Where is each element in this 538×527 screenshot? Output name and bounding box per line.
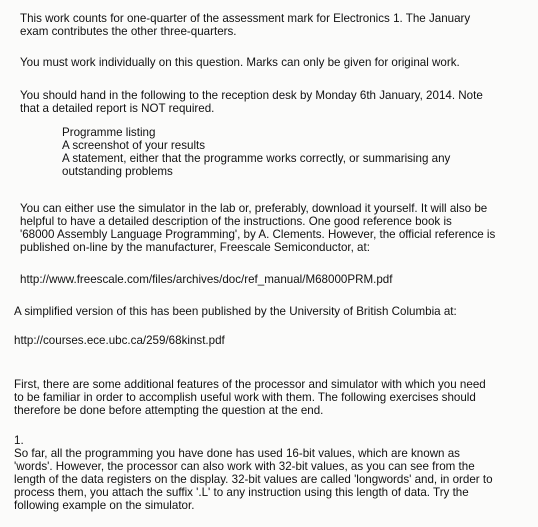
paragraph-additional-features-line-1: First, there are some additional features of the processor and simulator with which you need xyxy=(14,378,486,391)
paragraph-simulator-line-1: You can either use the simulator in the lab or, preferably, download it yourself. It will also be xyxy=(20,202,488,215)
paragraph-longwords-line-1: So far, all the programming you have done has used 16-bit values, which are known as xyxy=(14,447,460,460)
paragraph-simulator-line-2: helpful to have a detailed description of the instructions. One good reference book is xyxy=(20,215,452,228)
paragraph-hand-in-line-1: You should hand in the following to the reception desk by Monday 6th January, 2014. Note xyxy=(20,89,483,102)
paragraph-hand-in-line-2: that a detailed report is NOT required. xyxy=(20,102,215,115)
paragraph-simplified-version: A simplified version of this has been published by the University of British Columbia at: xyxy=(14,305,457,318)
list-item-screenshot: A screenshot of your results xyxy=(62,139,206,152)
paragraph-longwords-line-3: length of the data registers on the display. 32-bit values are called 'longwords' and, in order to xyxy=(14,473,493,486)
list-item-programme-listing: Programme listing xyxy=(62,126,156,139)
paragraph-longwords-line-4: process them, you attach the suffix '.L' to any instruction using this length of data. Try the xyxy=(14,486,469,499)
url-ubc-instructions: http://courses.ece.ubc.ca/259/68kinst.pdf xyxy=(14,334,225,347)
paragraph-simulator-line-4: published on-line by the manufacturer, Freescale Semiconductor, at: xyxy=(20,241,370,254)
paragraph-individual-work: You must work individually on this question. Marks can only be given for original work. xyxy=(20,56,460,69)
paragraph-longwords-line-2: 'words'. However, the processor can also work with 32-bit values, as you can see from the xyxy=(14,460,475,473)
url-freescale-manual: http://www.freescale.com/files/archives/doc/ref_manual/M68000PRM.pdf xyxy=(20,273,393,286)
paragraph-additional-features-line-3: therefore be done before attempting the question at the end. xyxy=(14,404,324,417)
list-item-statement-continued: outstanding problems xyxy=(62,165,173,178)
paragraph-simulator-line-3: '68000 Assembly Language Programming', by A. Clements. However, the official reference is xyxy=(20,228,496,241)
paragraph-longwords-line-5: following example on the simulator. xyxy=(14,499,195,512)
submission-items-list xyxy=(62,126,450,178)
list-item-statement: A statement, either that the programme works correctly, or summarising any xyxy=(62,152,451,165)
paragraph-assessment-line-2: exam contributes the other three-quarters. xyxy=(20,25,237,38)
paragraph-assessment-line-1: This work counts for one-quarter of the assessment mark for Electronics 1. The January xyxy=(20,12,471,25)
paragraph-additional-features-line-2: to be familiar in order to accomplish useful work with them. The following exercises should xyxy=(14,391,476,404)
section-number: 1. xyxy=(14,434,24,447)
